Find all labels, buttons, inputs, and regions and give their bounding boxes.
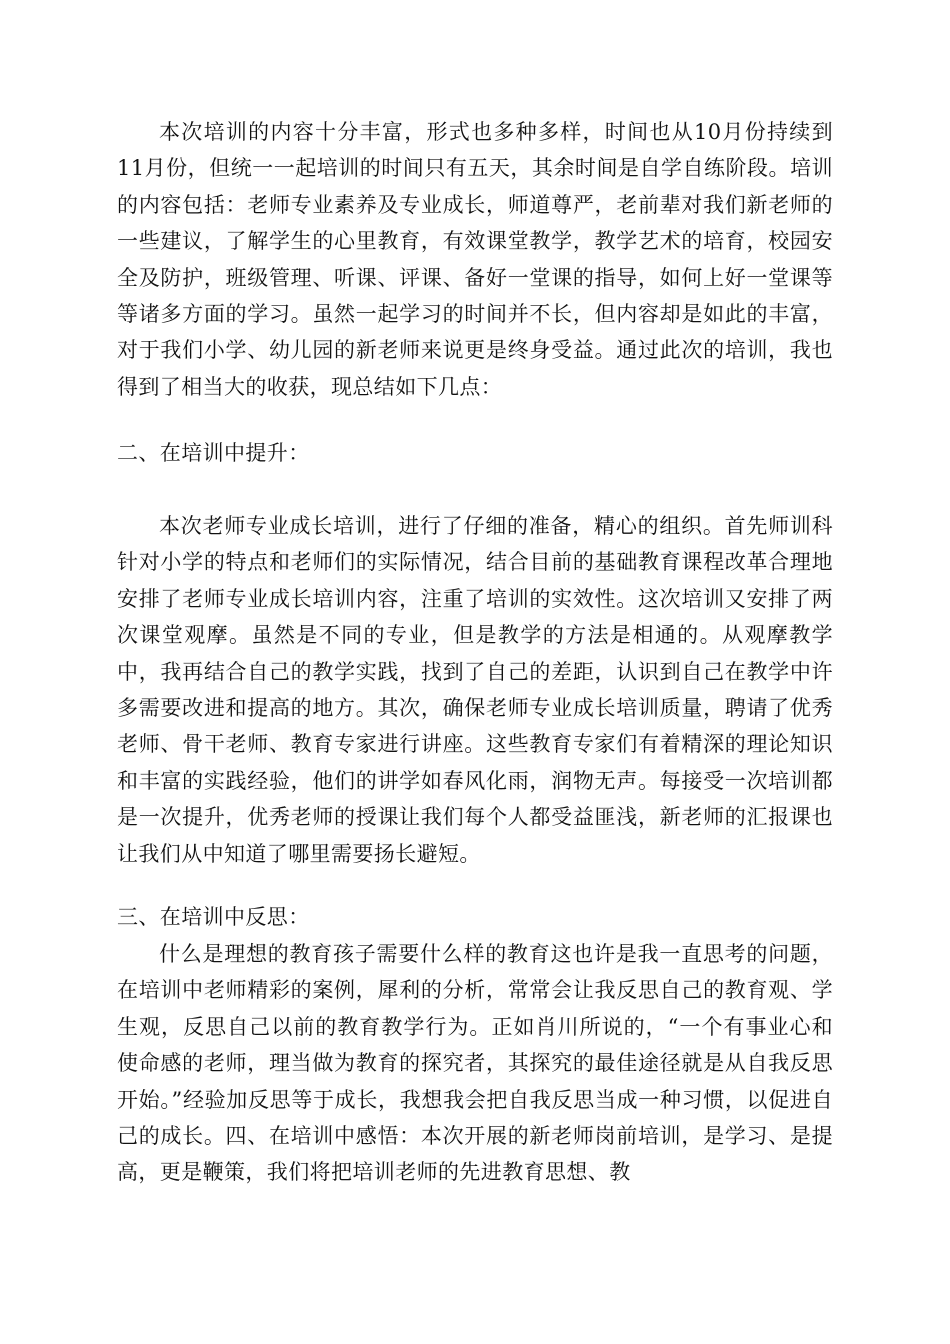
- body-paragraph: 本次老师专业成长培训，进行了仔细的准备，精心的组织。首先师训科针对小学的特点和老师们的实际情况，结合目前的基础教育课程改革合理地安排了老师专业成长培训内容，注重了培训的实效性。这次培训又安排了两次课堂观摩。虽然是不同的专业，但是教学的方法是相通的。从观摩教学中，我再结合自己的教学实践，找到了自己的差距，认识到自己在教学中许多需要改进和提高的地方。其次，确保老师专业成长培训质量，聘请了优秀老师、骨干老师、教育专家进行讲座。这些教育专家们有着精深的理论知识和丰富的实践经验，他们的讲学如春风化雨，润物无声。每接受一次培训都是一次提升，优秀老师的授课让我们每个人都受益匪浅，新老师的汇报课也让我们从中知道了哪里需要扬长避短。: [117, 514, 833, 866]
- section-heading: 三、在培训中反思：: [117, 905, 310, 929]
- section-heading: 二、在培训中提升：: [117, 441, 310, 465]
- body-paragraph: 本次培训的内容十分丰富，形式也多种多样，时间也从10月份持续到11月份，但统一一起培训的时间只有五天，其余时间是自学自练阶段。培训的内容包括：老师专业素养及专业成长，师道尊严，老前辈对我们新老师的一些建议，了解学生的心里教育，有效课堂教学，教学艺术的培育，校园安全及防护，班级管理、听课、评课、备好一堂课的指导，如何上好一堂课等等诸多方面的学习。虽然一起学习的时间并不长，但内容却是如此的丰富，对于我们小学、幼儿园的新老师来说更是终身受益。通过此次的培训，我也得到了相当大的收获，现总结如下几点：: [117, 120, 833, 399]
- body-paragraph: 什么是理想的教育孩子需要什么样的教育这也许是我一直思考的问题，在培训中老师精彩的案例，犀利的分析，常常会让我反思自己的教育观、学生观，反思自己以前的教育教学行为。正如肖川所说的，“一个有事业心和使命感的老师，理当做为教育的探究者，其探究的最佳途径就是从自我反思开始。”经验加反思等于成长，我想我会把自我反思当成一种习惯，以促进自己的成长。四、在培训中感悟：本次开展的新老师岗前培训，是学习、是提高，更是鞭策，我们将把培训老师的先进教育思想、教: [117, 942, 833, 1185]
